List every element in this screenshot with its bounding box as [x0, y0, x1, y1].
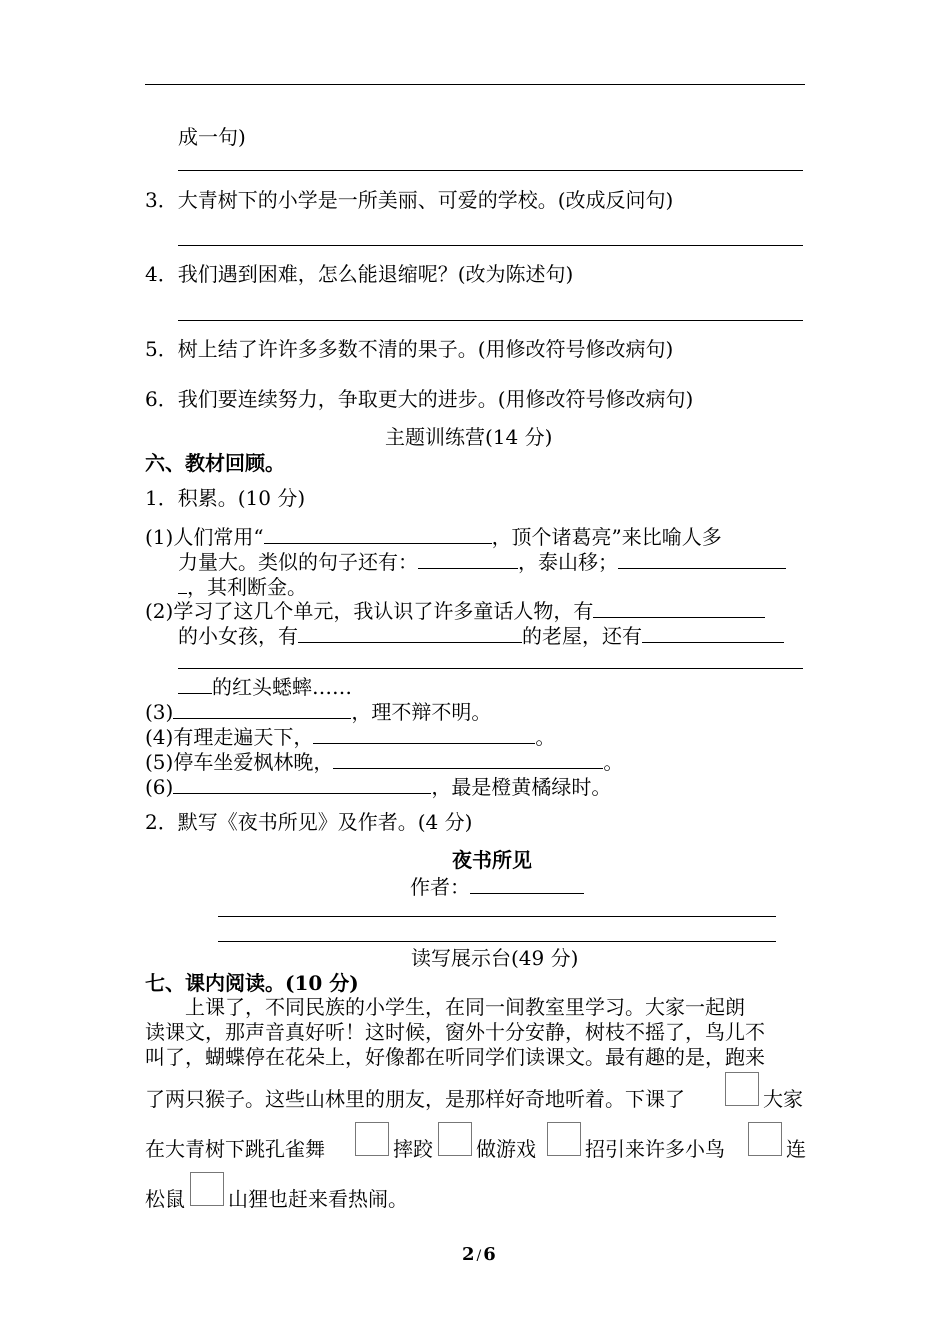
fill-4-text-b: 。 [535, 725, 556, 749]
fill-5-text-b: 。 [603, 750, 624, 774]
fill-1-line-b [178, 550, 786, 572]
fill-blank-3[interactable] [173, 700, 351, 719]
fill-1-line-c [178, 575, 307, 597]
fill-blank-2b[interactable] [298, 624, 522, 643]
fill-blank-1b[interactable] [418, 550, 518, 569]
fill-blank-1d[interactable] [178, 575, 187, 594]
fill-6-line [145, 775, 611, 797]
answer-line-q4 [178, 320, 803, 321]
show-heading: 读写展示台(49 分) [411, 946, 579, 970]
fill-blank-2a[interactable] [593, 599, 765, 618]
punctuation-box-6[interactable] [190, 1172, 224, 1206]
fill-3-text-b: ，理不辩不明。 [351, 700, 492, 724]
fill-1-text-d: ，泰山移； [518, 550, 618, 574]
fill-3-text-a: (3) [145, 700, 174, 724]
section-6-q1: 1．积累。(10 分) [145, 486, 306, 510]
fill-1-line-a [145, 525, 722, 547]
punctuation-box-1[interactable] [725, 1072, 759, 1106]
fill-blank-2d[interactable] [178, 668, 803, 669]
reading-line-5b: 摔跤 [393, 1137, 433, 1161]
question-6: 6．我们要连续努力，争取更大的进步。(用修改符号修改病句) [145, 387, 694, 411]
question-continuation: 成一句) [178, 125, 246, 149]
fill-blank-4[interactable] [313, 725, 535, 744]
section-6-q2: 2．默写《夜书所见》及作者。(4 分) [145, 810, 473, 834]
fill-blank-2c[interactable] [642, 624, 784, 643]
reading-line-3: 叫了，蝴蝶停在花朵上，好像都在听同学们读课文。最有趣的是，跑来 [145, 1045, 765, 1069]
poem-title: 夜书所见 [452, 848, 532, 872]
punctuation-box-2[interactable] [355, 1122, 389, 1156]
page-total: 6 [483, 1244, 496, 1265]
reading-line-5a: 在大青树下跳孔雀舞 [145, 1137, 325, 1161]
fill-6-text-a: (6) [145, 775, 174, 799]
fill-blank-5[interactable] [333, 750, 603, 769]
camp-heading: 主题训练营(14 分) [385, 425, 553, 449]
fill-blank-2e[interactable] [178, 675, 212, 694]
fill-2-line-a [145, 599, 765, 621]
fill-1-text-c: 力量大。类似的句子还有： [178, 550, 418, 574]
fill-blank-1a[interactable] [264, 525, 492, 544]
poem-author-label: 作者： [410, 875, 470, 899]
fill-6-text-b: ，最是橙黄橘绿时。 [431, 775, 612, 799]
reading-line-5e: 连 [786, 1137, 806, 1161]
fill-1-text-a: (1)人们常用“ [145, 525, 264, 549]
poem-author-line [410, 875, 584, 897]
reading-line-2: 读课文，那声音真好听！这时候，窗外十分安静，树枝不摇了，鸟儿不 [145, 1020, 765, 1044]
fill-5-line [145, 750, 623, 772]
fill-4-line [145, 725, 555, 747]
page-separator: / [476, 1248, 482, 1264]
poem-line-1[interactable] [218, 916, 776, 917]
fill-3-line [145, 700, 491, 722]
punctuation-box-3[interactable] [438, 1122, 472, 1156]
punctuation-box-4[interactable] [547, 1122, 581, 1156]
fill-1-text-e: ，其利断金。 [187, 575, 307, 599]
reading-line-6b: 山狸也赶来看热闹。 [228, 1187, 408, 1211]
poem-line-2[interactable] [218, 941, 776, 942]
fill-2-text-b: 的小女孩，有 [178, 624, 298, 648]
answer-line-q3 [178, 245, 803, 246]
reading-line-1: 上课了，不同民族的小学生，在同一间教室里学习。大家一起朗 [185, 995, 745, 1019]
page-number [462, 1246, 496, 1264]
fill-2-text-d: 的红头蟋蟀…… [212, 675, 352, 699]
poem-author-blank[interactable] [470, 875, 584, 894]
reading-line-4b: 大家 [763, 1087, 803, 1111]
reading-line-5c: 做游戏 [476, 1137, 536, 1161]
reading-line-6a: 松鼠 [145, 1187, 185, 1211]
section-6-title: 六、教材回顾。 [145, 451, 285, 475]
fill-2-line-b [178, 624, 784, 646]
answer-line-q2 [178, 170, 803, 171]
reading-line-5d: 招引来许多小鸟 [585, 1137, 725, 1161]
question-4: 4．我们遇到困难，怎么能退缩呢？(改为陈述句) [145, 262, 574, 286]
fill-2-line-d [178, 675, 352, 697]
question-3: 3．大青树下的小学是一所美丽、可爱的学校。(改成反问句) [145, 188, 674, 212]
fill-4-text-a: (4)有理走遍天下， [145, 725, 314, 749]
fill-blank-1c[interactable] [618, 550, 786, 569]
fill-2-text-c: 的老屋，还有 [522, 624, 642, 648]
reading-line-4a: 了两只猴子。这些山林里的朋友，是那样好奇地听着。下课了 [145, 1087, 685, 1111]
fill-2-text-a: (2)学习了这几个单元，我认识了许多童话人物，有 [145, 599, 594, 623]
answer-line-top [145, 84, 805, 85]
fill-blank-6[interactable] [173, 775, 431, 794]
page-current: 2 [462, 1244, 475, 1265]
punctuation-box-5[interactable] [748, 1122, 782, 1156]
question-5: 5．树上结了许许多多数不清的果子。(用修改符号修改病句) [145, 337, 674, 361]
section-7-title: 七、课内阅读。(10 分) [145, 971, 359, 995]
fill-5-text-a: (5)停车坐爱枫林晚， [145, 750, 334, 774]
fill-1-text-b: ，顶个诸葛亮”来比喻人多 [491, 525, 722, 549]
